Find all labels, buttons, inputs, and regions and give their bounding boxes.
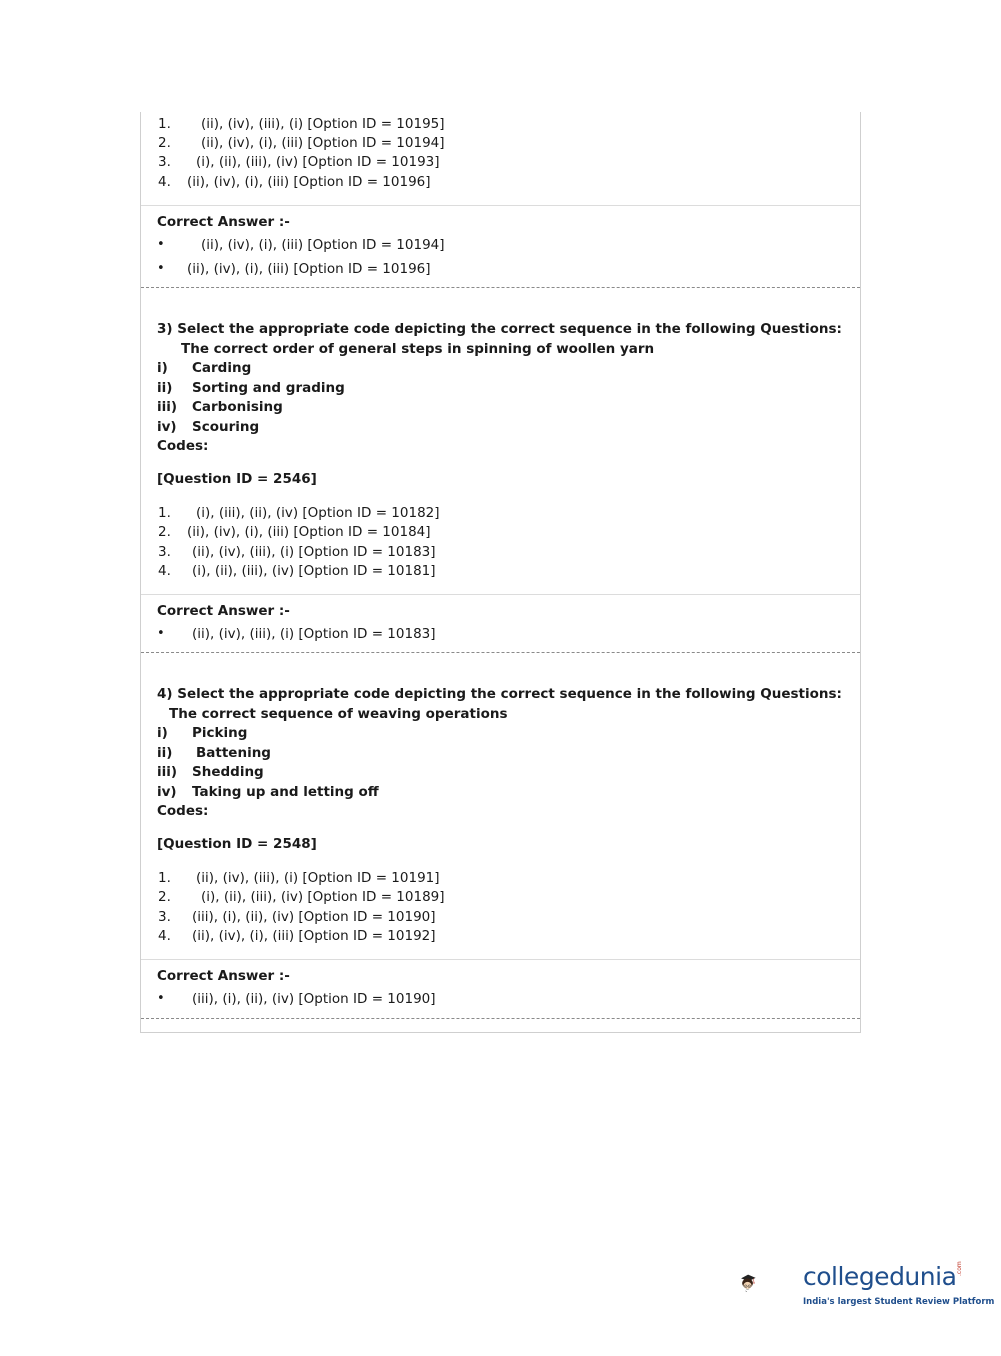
item-number: iv) [157, 419, 177, 435]
item-text: Battening [196, 745, 271, 761]
bullet: • [157, 261, 165, 276]
option-number: 3. [158, 909, 171, 925]
divider [141, 959, 860, 960]
question-separator [141, 287, 860, 288]
question-id: [Question ID = 2548] [157, 836, 317, 852]
item-number: iii) [157, 399, 178, 415]
question-separator [141, 652, 860, 653]
option-text: (iii), (i), (ii), (iv) [Option ID = 10190] [192, 909, 436, 925]
option-number: 2. [158, 889, 171, 905]
item-text: Carding [192, 360, 252, 376]
option-text: (ii), (iv), (iii), (i) [Option ID = 10191] [196, 870, 440, 886]
question-title: 3) Select the appropriate code depicting the correct sequence in the following Questions: [157, 321, 842, 337]
option-number: 3. [158, 154, 171, 170]
correct-answer-text: (ii), (iv), (iii), (i) [Option ID = 10183] [192, 626, 436, 642]
question-separator [141, 1018, 860, 1019]
option-number: 1. [158, 505, 171, 521]
correct-answer-text: (ii), (iv), (i), (iii) [Option ID = 10194] [201, 237, 445, 253]
question-id: [Question ID = 2546] [157, 471, 317, 487]
item-number: ii) [157, 745, 173, 761]
option-number: 2. [158, 524, 171, 540]
divider [141, 205, 860, 206]
option-text: (i), (ii), (iii), (iv) [Option ID = 10189] [201, 889, 445, 905]
option-number: 2. [158, 135, 171, 151]
correct-answer-text: (iii), (i), (ii), (iv) [Option ID = 10190] [192, 991, 436, 1007]
question-title: 4) Select the appropriate code depicting the correct sequence in the following Questions: [157, 686, 842, 702]
option-text: (ii), (iv), (iii), (i) [Option ID = 10195] [201, 116, 445, 132]
item-text: Scouring [192, 419, 260, 435]
option-number: 1. [158, 116, 171, 132]
logo-wordmark: collegedunia [803, 1262, 957, 1291]
item-text: Carbonising [192, 399, 283, 415]
codes-label: Codes: [157, 438, 209, 454]
option-text: (i), (ii), (iii), (iv) [Option ID = 10193] [196, 154, 440, 170]
question-subtitle: The correct order of general steps in spinning of woollen yarn [181, 341, 655, 357]
option-text: (ii), (iv), (iii), (i) [Option ID = 10183] [192, 544, 436, 560]
item-text: Sorting and grading [192, 380, 345, 396]
question-subtitle: The correct sequence of weaving operations [169, 706, 508, 722]
logo-com: .com [956, 1261, 963, 1276]
option-text: (ii), (iv), (i), (iii) [Option ID = 10194] [201, 135, 445, 151]
option-text: (ii), (iv), (i), (iii) [Option ID = 10192] [192, 928, 436, 944]
item-text: Taking up and letting off [192, 784, 379, 800]
option-text: (i), (ii), (iii), (iv) [Option ID = 10181] [192, 563, 436, 579]
option-number: 1. [158, 870, 171, 886]
option-number: 3. [158, 544, 171, 560]
collegedunia-logo-icon [740, 1248, 802, 1318]
divider [141, 594, 860, 595]
item-text: Shedding [192, 764, 264, 780]
bullet: • [157, 237, 165, 252]
option-number: 4. [158, 174, 171, 190]
correct-answer-label: Correct Answer :- [157, 603, 290, 619]
option-number: 4. [158, 563, 171, 579]
option-text: (ii), (iv), (i), (iii) [Option ID = 10196] [187, 174, 431, 190]
item-number: iv) [157, 784, 177, 800]
bullet: • [157, 991, 165, 1006]
item-number: i) [157, 360, 168, 376]
option-text: (ii), (iv), (i), (iii) [Option ID = 10184] [187, 524, 431, 540]
bullet: • [157, 626, 165, 641]
item-text: Picking [192, 725, 248, 741]
option-text: (i), (iii), (ii), (iv) [Option ID = 10182] [196, 505, 440, 521]
codes-label: Codes: [157, 803, 209, 819]
item-number: i) [157, 725, 168, 741]
option-number: 4. [158, 928, 171, 944]
correct-answer-label: Correct Answer :- [157, 968, 290, 984]
item-number: iii) [157, 764, 178, 780]
item-number: ii) [157, 380, 173, 396]
correct-answer-text: (ii), (iv), (i), (iii) [Option ID = 10196] [187, 261, 431, 277]
correct-answer-label: Correct Answer :- [157, 214, 290, 230]
logo-tagline: India's largest Student Review Platform [803, 1297, 995, 1307]
